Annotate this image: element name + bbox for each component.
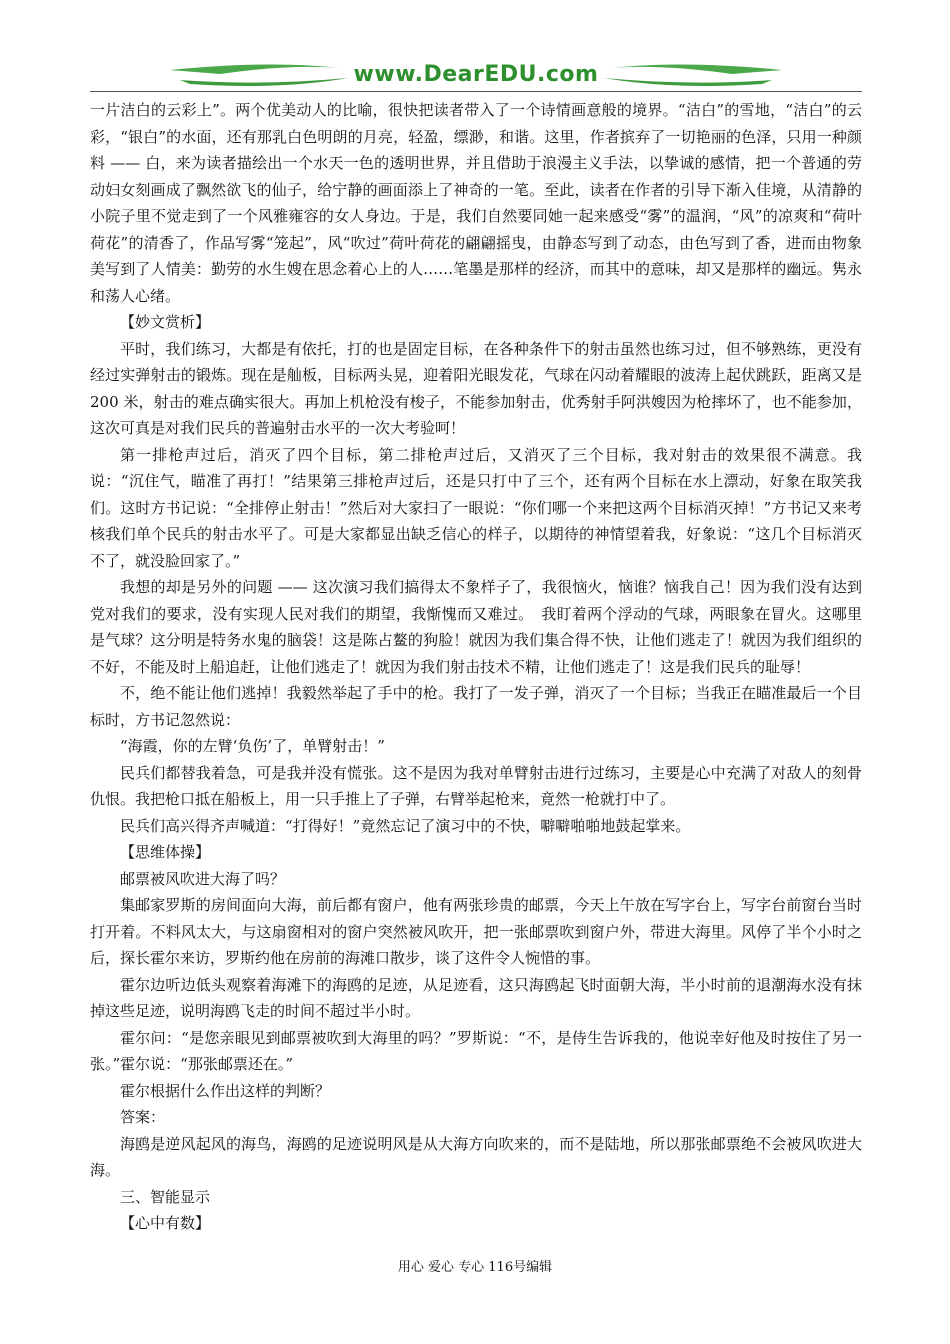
paragraph: 民兵们高兴得齐声喊道：“打得好！”竟然忘记了演习中的不快，噼噼啪啪地鼓起掌来。 <box>120 816 691 835</box>
paragraph: 霍尔边听边低头观察着海滩下的海鸥的足迹，从足迹看，这只海鸥起飞时面朝大海，半小时前的退潮海水没有抹掉这些足迹，说明海鸥飞走的时间不超过半小时。 <box>90 975 862 1020</box>
puzzle-question: 霍尔根据什么作出这样的判断？ <box>120 1081 331 1100</box>
section-heading-siwei: 【思维体操】 <box>120 843 211 861</box>
document-body <box>90 97 862 1237</box>
puzzle-title: 邮票被风吹进大海了吗？ <box>120 869 286 888</box>
paragraph: 不，绝不能让他们逃掉！我毅然举起了手中的枪。我打了一发子弹，消灭了一个目标；当我正在瞄准最后一个目标时，方书记忽然说： <box>90 684 862 729</box>
answer-text: 海鸥是逆风起风的海鸟，海鸥的足迹说明风是从大海方向吹来的，而不是陆地，所以那张邮票绝不会被风吹进大海。 <box>90 1134 862 1179</box>
paragraph-quote: “海霞，你的左臂‘负伤’了，单臂射击！” <box>120 737 385 755</box>
section-heading-zhineng: 三、智能显示 <box>120 1187 211 1206</box>
site-header <box>90 56 862 100</box>
page-footer: 用心 爱心 专心 116号编辑 <box>397 1260 553 1275</box>
paragraph: 我想的却是另外的问题 —— 这次演习我们搞得太不象样子了，我很恼火，恼谁？恼我自己！因为我们没有达到党对我们的要求，没有实现人民对我们的期望，我惭愧而又难过。 我盯着两个浮动的气球，两眼象在冒火。这哪里是气球？这分明是特务水鬼的脑袋！这是陈占鳌的狗脸！就因为我们集合得不快，让他们逃走了！就因为我们组织的不好，不能及时上船追赶，让他们逃走了！就因为我们射击技术不精，让他们逃走了！这是我们民兵的耻辱！ <box>90 578 862 676</box>
answer-label: 答案： <box>120 1108 166 1126</box>
paragraph: 第一排枪声过后，消灭了四个目标，第二排枪声过后，又消灭了三个目标，我对射击的效果很不满意。我说：“沉住气，瞄准了再打！”结果第三排枪声过后，还是只打中了三个，还有两个目标在水上漂动，好象在取笑我们。这时方书记说：“全排停止射击！”然后对大家扫了一眼说：“你们哪一个来把这两个目标消灭掉！”方书记又来考核我们单个民兵的射击水平了。可是大家都显出缺乏信心的样子，以期待的神情望着我，好象说：“这几个目标消灭不了，就没脸回家了。” <box>90 445 862 570</box>
header-divider <box>90 91 862 92</box>
paragraph: 集邮家罗斯的房间面向大海，前后都有窗户，他有两张珍贵的邮票，今天上午放在写字台上，写字台前窗台当时打开着。不料风太大，与这扇窗相对的窗户突然被风吹开，把一张邮票吹到窗户外，带进大海里。风停了半个小时之后，探长霍尔来访，罗斯约他在房前的海滩口散步，谈了这件令人惋惜的事。 <box>90 896 862 967</box>
paragraph: 民兵们都替我着急，可是我并没有慌张。这不是因为我对单臂射击进行过练习，主要是心中充满了对敌人的刻骨仇恨。我把枪口抵在船板上，用一只手推上了子弹，右臂举起枪来，竟然一枪就打中了。 <box>90 763 862 808</box>
site-logo-text: www.DearEDU.com <box>353 62 599 87</box>
paragraph: 平时，我们练习，大都是有依托，打的也是固定目标，在各种条件下的射击虽然也练习过，但不够熟练，更没有经过实弹射击的锻炼。现在是舢板，目标两头晃，迎着阳光眼发花，气球在闪动着耀眼的波涛上起伏跳跃，距离又是 200 米，射击的难点确实很大。再加上机枪没有梭子，不能参加射击，优秀射手阿洪嫂因为枪摔坏了，也不能参加，这次可真是对我们民兵的普遍射击水平的一次大考验呵！ <box>90 339 862 437</box>
paragraph-continuation: 一片洁白的云彩上”。两个优美动人的比喻，很快把读者带入了一个诗情画意般的境界。“洁白”的雪地，“洁白”的云彩，“银白”的水面，还有那乳白色明朗的月亮，轻盈，缥渺，和谐。这里，作者摈弃了一切艳丽的色泽，只用一种颜料 —— 白，来为读者描绘出一个水天一色的透明世界，并且借助于浪漫主义手法，以挚诚的感情，把一个普通的劳动妇女刻画成了飘然欲飞的仙子，给宁静的画面添上了神奇的一笔。至此，读者在作者的引导下渐入佳境，从清静的小院子里不觉走到了一个风雅雍容的女人身边。于是，我们自然要同她一起来感受“雾”的温润，“风”的凉爽和“荷叶荷花”的清香了，作品写雾“笼起”，风“吹过”荷叶荷花的翩翩摇曳，由静态写到了动态，由色写到了香，进而由物象美写到了人情美：勤劳的水生嫂在思念着心上的人……笔墨是那样的经济，而其中的意味，却又是那样的幽远。隽永和荡人心绪。 <box>90 101 862 305</box>
paragraph: 霍尔问：“是您亲眼见到邮票被吹到大海里的吗？”罗斯说：“不，是侍生告诉我的，他说幸好他及时按住了另一张。”霍尔说：“那张邮票还在。” <box>90 1028 862 1073</box>
section-heading-miaowen: 【妙文赏析】 <box>120 313 211 331</box>
section-heading-xinzhong: 【心中有数】 <box>120 1214 211 1232</box>
